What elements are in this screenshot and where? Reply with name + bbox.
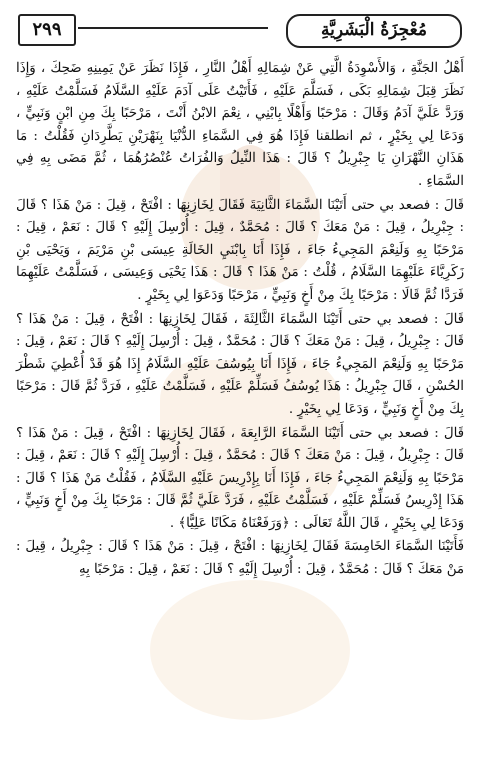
paragraph: قَالَ : فصعد بي حتى أَتَيْنَا السَّمَاءَ الثَّالِثَةَ ، فَقَالَ لِخَازِنِهَا : افْتَحْ ، قِيلَ : مَنْ هَذَا ؟ قَالَ : جِبْرِيلُ ، قِيلَ : مَنْ مَعَكَ ؟ قَالَ : مُحَمَّدٌ ، قِيلَ : أُرْسِلَ إِلَيْهِ ؟ قَالَ : نَعَمْ ، قِيلَ : مَرْحَبًا بِهِ وَلَنِعْمَ المَجِيءُ جَاءَ ، فَإِذَا أَنَا بِيُوسُفَ عَلَيْهِ السَّلَامُ إِذَا هُوَ قَدْ أُعْطِيَ شَطْرَ الحُسْنِ ، قَالَ جِبْرِيلُ : هَذَا يُوسُفُ فَسَلِّمْ عَلَيْهِ ، فَسَلَّمْتُ عَلَيْهِ ، فَرَدَّ ثُمَّ قَالَ : مَرْحَبًا بِكَ مِنْ أَخٍ وَنَبِيٍّ ، وَدَعَا لِي بِخَيْرٍ .	[16, 311, 465, 417]
header-rule	[78, 27, 268, 29]
body-text	[16, 58, 464, 582]
book-title: مُعْجِزَةُ الْبَشَرِيَّةِ	[286, 14, 462, 48]
paragraph: قَالَ : فصعد بي حتى أَتَيْنَا السَّمَاءَ الثَّانِيَةَ فَقَالَ لِخَازِنِهَا : افْتَحْ ، قِيلَ : مَنْ هَذَا ؟ قَالَ : جِبْرِيلُ ، قِيلَ : مَنْ مَعَكَ ؟ قَالَ : مُحَمَّدٌ ، قِيلَ : أُرْسِلَ إِلَيْهِ ؟ قَالَ : نَعَمْ ، قِيلَ : مَرْحَبًا بِهِ وَلَنِعْمَ المَجِيءُ جَاءَ ، فَإِذَا أَنَا بِابْنَيِ الخَالَةِ عِيسَى بْنِ مَرْيَمَ ، وَيَحْيَى بْنِ زَكَرِيَّاءَ عَلَيْهِمَا السَّلَامُ ، قُلْتُ : مَنْ هَذَا ؟ قَالَ : هَذَا يَحْيَى وَعِيسَى ، فَسَلَّمْتُ عَلَيْهِمَا فَرَدَّا ثُمَّ قَالَا : مَرْحَبًا بِكَ مِنْ أَخٍ وَنَبِيٍّ ، مَرْحَبًا وَدَعَوَا لِي بِخَيْرٍ .	[16, 197, 464, 303]
paragraph: فَأَتَيْنَا السَّمَاءَ الخَامِسَةَ فَقَالَ لِخَازِنِهَا : افْتَحْ ، قِيلَ : مَنْ هَذَا ؟ قَالَ : جِبْرِيلُ ، قِيلَ : مَنْ مَعَكَ ؟ قَالَ : مُحَمَّدٌ ، قِيلَ : أُرْسِلَ إِلَيْهِ ؟ قَالَ : نَعَمْ ، قِيلَ : مَرْحَبًا بِهِ	[16, 539, 464, 578]
paragraph: قَالَ : فصعد بي حتى أَتَيْنَا السَّمَاءَ الرَّابِعَةَ ، فَقَالَ لِخَازِنِهَا : افْتَحْ ، قِيلَ : مَنْ هَذَا ؟ قَالَ : جِبْرِيلُ ، قِيلَ : مَنْ مَعَكَ ؟ قَالَ : مُحَمَّدٌ ، قِيلَ : أُرْسِلَ إِلَيْهِ ؟ قَالَ : نَعَمْ ، قِيلَ : مَرْحَبًا بِهِ وَلَنِعْمَ المَجِيءُ جَاءَ ، فَإِذَا أَنَا بِإِدْرِيسَ عَلَيْهِ السَّلَامُ ، فَقُلْتُ مَنْ هَذَا ؟ قَالَ : هَذَا إِدْرِيسُ فَسَلِّمْ عَلَيْهِ ، فَسَلَّمْتُ عَلَيْهِ ، فَرَدَّ عَلَيَّ ثُمَّ قَالَ : مَرْحَبًا بِكَ مِنْ أَخٍ وَنَبِيٍّ ، وَدَعَا لِي بِخَيْرٍ ، قَالَ اللَّهُ تَعَالَى : ﴿وَرَفَعْنَاهُ مَكَانًا عَلِيًّا﴾ .	[16, 425, 465, 531]
page-number: ٢٩٩	[18, 14, 76, 46]
paragraph: أَهْلُ الجَنَّةِ ، وَالأَسْوِدَةُ الَّتِي عَنْ شِمَالِهِ أَهْلُ النَّارِ ، فَإِذَا نَظَرَ عَنْ يَمِينِهِ ضَحِكَ ، وَإِذَا نَظَرَ قِبَلَ شِمَالِهِ بَكَى ، فَسَلَّمَ عَلَيْهِ ، فَأَتَيْتُ عَلَى آدَمَ عَلَيْهِ السَّلَامُ فَسَلَّمْتُ عَلَيْهِ ، وَرَدَّ عَلَيَّ آدَمُ وَقَالَ : مَرْحَبًا وَأَهْلًا بِابْنِي ، نِعْمَ الابْنُ أَنْتَ ، مَرْحَبًا بِكَ مِنِ ابْنٍ وَنَبِيٍّ ، وَدَعَا لِي بِخَيْرٍ ، ثم انطلقنا فَإِذَا هُوَ فِي السَّمَاءِ الدُّنْيَا بِنَهْرَيْنِ يَطَّرِدَانِ فَقُلْتُ : مَا هَذَانِ النَّهْرَانِ يَا جِبْرِيلُ ؟ قَالَ : هَذَا النِّيلُ وَالفُرَاتُ عُنْصُرُهُمَا ، ثُمَّ مَضَى بِهِ فِي السَّمَاءِ .	[16, 61, 464, 189]
page-header	[18, 14, 462, 46]
